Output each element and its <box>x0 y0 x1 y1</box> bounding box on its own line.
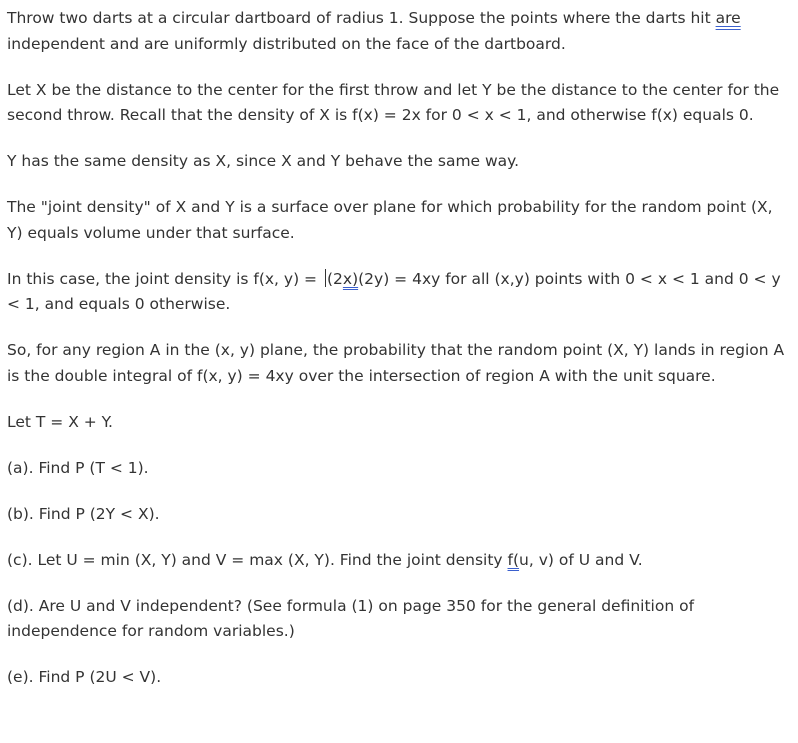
question-e: (e). Find P (2U < V). <box>7 668 162 686</box>
intro-paragraph <box>7 6 788 57</box>
define-t-paragraph: Let T = X + Y. <box>7 412 113 431</box>
region-probability-paragraph: So, for any region A in the (x, y) plane, the probability that the random point (X, Y) lands in region A is the double integral of f(x, y) = 4xy over the intersection of region A with the unit square. <box>7 341 785 385</box>
joint-density-formula-paragraph <box>7 267 788 318</box>
grammar-flag-are[interactable]: are <box>715 9 741 27</box>
question-a: (a). Find P (T < 1). <box>7 458 149 477</box>
question-d: (d). Are U and V independent? (See formula (1) on page 350 for the general definition of independence for random variables.) <box>7 596 695 640</box>
joint-density-text-end: (2y) = 4xy for all (x,y) points with 0 < x < 1 and 0 < y < 1, and equals 0 otherwise. <box>7 269 781 313</box>
question-c <box>7 548 788 574</box>
intro-text-start: Throw two darts at a circular dartboard of radius 1. Suppose the points where the darts hit <box>7 9 716 27</box>
density-x-paragraph: Let X be the distance to the center for the first throw and let Y be the distance to the center for the second throw. Recall that the density of X is f(x) = 2x for 0 < x < 1, and otherwise f(x) equals 0. <box>7 80 780 124</box>
question-b: (b). Find P (2Y < X). <box>7 504 160 523</box>
question-c-text-end: u, v) of U and V. <box>519 550 643 569</box>
grammar-flag-f[interactable]: f( <box>507 550 520 569</box>
intro-text-end: independent and are uniformly distributed on the face of the dartboard. <box>7 34 566 53</box>
text-cursor <box>325 269 326 287</box>
joint-density-text-start: In this case, the joint density is f(x, y) = <box>7 269 322 288</box>
joint-density-factor-start: (2 <box>326 269 343 288</box>
joint-density-definition-paragraph: The "joint density" of X and Y is a surface over plane for which probability for the random point (X, Y) equals volume under that surface. <box>7 198 773 242</box>
grammar-flag-x[interactable]: x) <box>342 269 359 288</box>
density-y-paragraph: Y has the same density as X, since X and Y behave the same way. <box>7 152 520 170</box>
question-c-text-start: (c). Let U = min (X, Y) and V = max (X, Y). Find the joint density <box>7 550 508 569</box>
